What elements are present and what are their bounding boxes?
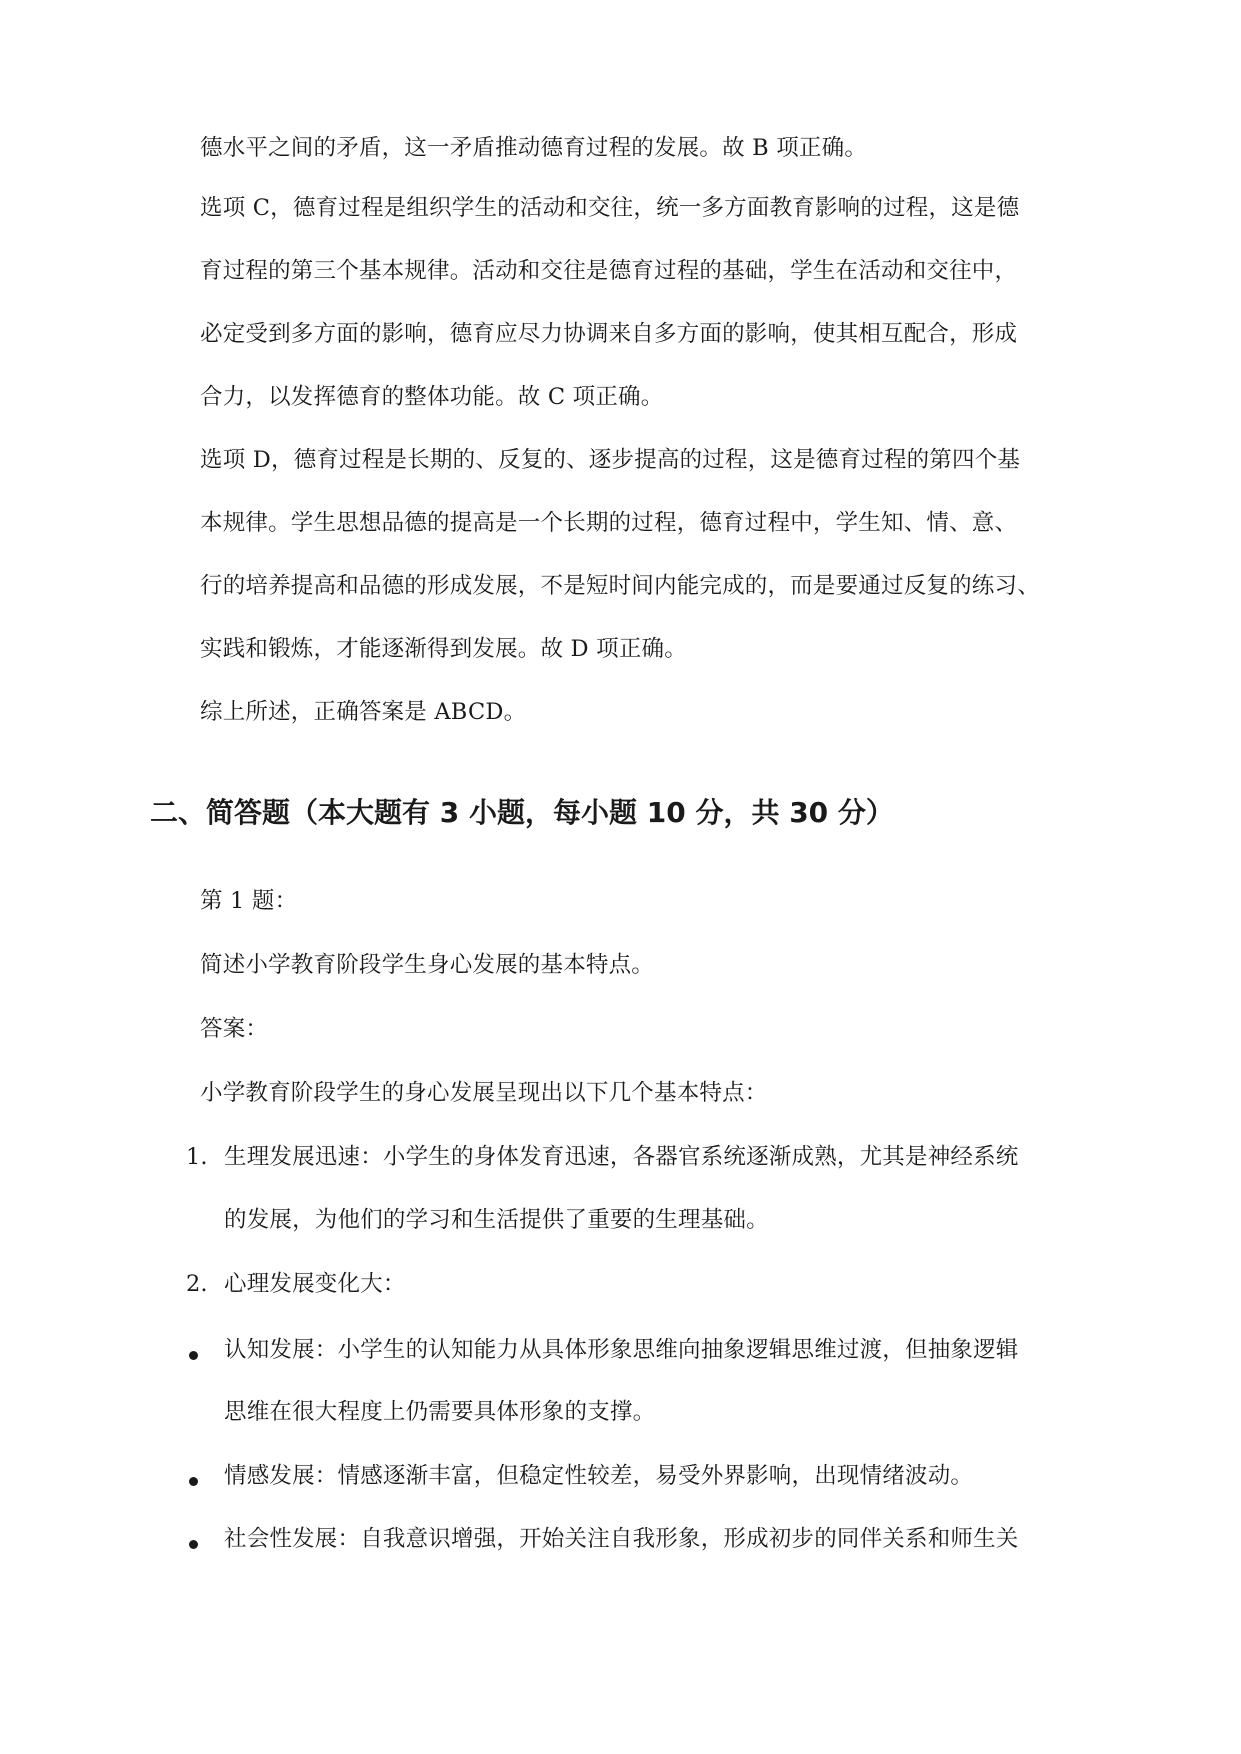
question-text: 简述小学教育阶段学生身心发展的基本特点。 xyxy=(200,952,655,978)
list-item-line: 生理发展迅速：小学生的身体发育迅速，各器官系统逐渐成熟，尤其是神经系统 xyxy=(224,1144,1019,1170)
paragraph-line: 本规律。学生思想品德的提高是一个长期的过程，德育过程中，学生知、情、意、 xyxy=(200,510,1018,536)
list-item-line: 心理发展变化大： xyxy=(224,1271,406,1297)
bullet-item-line: 情感发展：情感逐渐丰富，但稳定性较差，易受外界影响，出现情绪波动。 xyxy=(224,1463,974,1489)
paragraph-line: 选项 C，德育过程是组织学生的活动和交往，统一多方面教育影响的过程，这是德 xyxy=(200,195,1020,221)
bullet-icon xyxy=(189,1351,198,1360)
answer-label: 答案： xyxy=(200,1016,269,1042)
paragraph-line: 育过程的第三个基本规律。活动和交往是德育过程的基础，学生在活动和交往中， xyxy=(200,258,1018,284)
paragraph-line: 必定受到多方面的影响，德育应尽力协调来自多方面的影响，使其相互配合，形成 xyxy=(200,321,1018,347)
list-item-line: 的发展，为他们的学习和生活提供了重要的生理基础。 xyxy=(224,1207,769,1233)
paragraph-line: 德水平之间的矛盾，这一矛盾推动德育过程的发展。故 B 项正确。 xyxy=(200,135,868,161)
answer-intro: 小学教育阶段学生的身心发展呈现出以下几个基本特点： xyxy=(200,1080,768,1106)
paragraph-line: 选项 D，德育过程是长期的、反复的、逐步提高的过程，这是德育过程的第四个基 xyxy=(200,447,1021,473)
bullet-icon xyxy=(189,1540,198,1549)
bullet-item-line: 思维在很大程度上仍需要具体形象的支撑。 xyxy=(224,1399,656,1425)
paragraph-line: 行的培养提高和品德的形成发展，不是短时间内能完成的，而是要通过反复的练习、 xyxy=(200,573,1040,599)
list-number: 2. xyxy=(186,1271,208,1297)
bullet-icon xyxy=(189,1477,198,1486)
bullet-item-line: 社会性发展：自我意识增强，开始关注自我形象，形成初步的同伴关系和师生关 xyxy=(224,1526,1019,1552)
paragraph-line: 实践和锻炼，才能逐渐得到发展。故 D 项正确。 xyxy=(200,636,687,662)
paragraph-line: 合力，以发挥德育的整体功能。故 C 项正确。 xyxy=(200,384,664,410)
paragraph-line: 综上所述，正确答案是 ABCD。 xyxy=(200,699,527,725)
list-number: 1. xyxy=(186,1144,208,1170)
question-number: 第 1 题： xyxy=(200,888,298,914)
bullet-item-line: 认知发展：小学生的认知能力从具体形象思维向抽象逻辑思维过渡，但抽象逻辑 xyxy=(224,1337,1019,1363)
section-heading: 二、简答题（本大题有 3 小题，每小题 10 分，共 30 分） xyxy=(150,796,894,829)
